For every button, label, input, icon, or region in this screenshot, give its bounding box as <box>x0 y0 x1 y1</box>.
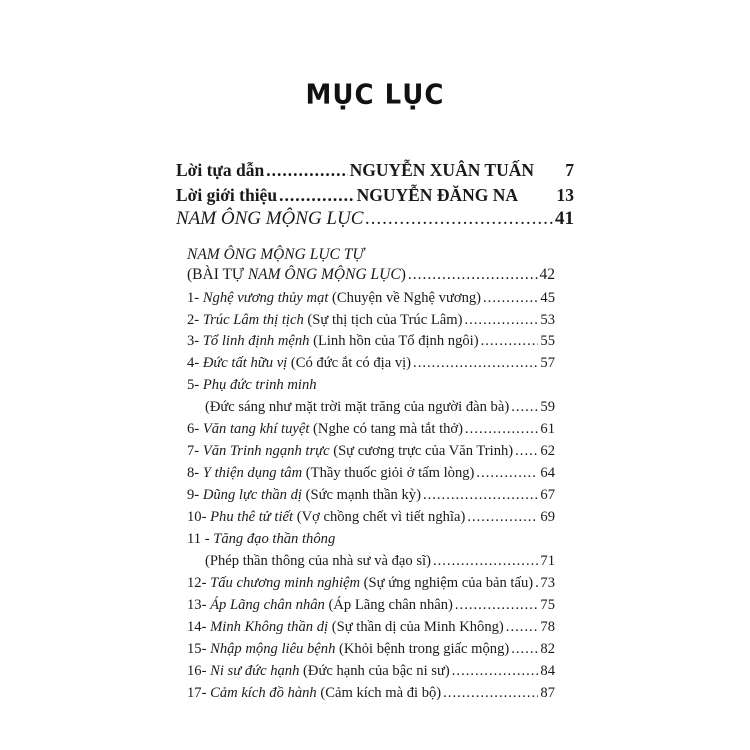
page-number: 59 <box>540 399 555 415</box>
entry-desc: (Cảm kích mà đi bộ) <box>316 685 442 701</box>
entry-number: 17- <box>187 685 211 701</box>
toc-entry <box>187 290 555 307</box>
entry-number: 7- <box>187 443 203 459</box>
dot-leader <box>515 443 538 460</box>
dot-leader <box>465 421 538 438</box>
entry-number: 4- <box>187 355 203 371</box>
entry-desc: (Phép thần thông của nhà sư và đạo sĩ) <box>205 553 431 569</box>
toc-entry <box>187 509 555 526</box>
entry-number: 3- <box>187 333 203 349</box>
page-number: 69 <box>540 509 555 525</box>
entry-title: Trúc Lâm thị tịch <box>202 312 304 328</box>
toc-entry <box>187 641 555 658</box>
entry-author: NGUYỄN ĐĂNG NA <box>356 185 518 205</box>
toc-entry-title-line <box>187 531 555 548</box>
page-number: 42 <box>539 266 555 283</box>
toc-entry <box>205 553 555 570</box>
dot-leader <box>279 185 355 206</box>
page-number: 13 <box>556 185 574 205</box>
toc-entry <box>187 312 555 329</box>
entry-desc: (Đức sáng như mặt trời mặt trăng của người đàn bà) <box>205 399 510 415</box>
page-title: MỤC LỤC <box>305 79 445 111</box>
entry-number: 9- <box>187 487 203 503</box>
entry-desc: (Nghe có tang mà tắt thở) <box>309 421 464 437</box>
entry-desc: (Sự thị tịch của Trúc Lâm) <box>303 312 463 328</box>
toc-entry-introduction <box>176 185 574 206</box>
page-number: 67 <box>540 487 555 503</box>
page-number: 7 <box>565 160 574 180</box>
page-number: 57 <box>540 355 555 371</box>
entry-number: 2- <box>187 312 203 328</box>
entry-desc: (Chuyện về Nghệ vương) <box>328 290 482 306</box>
section-label: NAM ÔNG MỘNG LỤC <box>176 208 364 229</box>
dot-leader <box>408 266 538 284</box>
toc-entry <box>187 597 555 614</box>
dot-leader <box>467 509 538 526</box>
entry-desc: (Thầy thuốc giỏi ở tấm lòng) <box>302 465 475 481</box>
entry-title: Áp Lãng chân nhân <box>210 597 325 613</box>
entry-desc: (Sức mạnh thần kỳ) <box>301 487 421 503</box>
page-number: 87 <box>540 685 555 701</box>
entry-author: NGUYỄN XUÂN TUẤN <box>349 160 534 180</box>
dot-leader <box>266 160 347 181</box>
toc-preface-title <box>187 246 555 264</box>
entry-title: Tấu chương minh nghiệm <box>210 575 361 591</box>
entry-desc: (Linh hồn của Tổ định ngôi) <box>309 333 479 349</box>
dot-leader <box>511 641 538 658</box>
entry-label: Lời tựa dẫn <box>176 160 265 180</box>
toc-entry <box>187 619 555 636</box>
entry-number: 1- <box>187 290 203 306</box>
dot-leader <box>481 333 539 350</box>
entry-number: 12- <box>187 575 211 591</box>
text-italic: NAM ÔNG MỘNG LỤC <box>247 266 401 283</box>
entry-desc: (Sự thần dị của Minh Không) <box>328 619 504 635</box>
entry-desc: (Vợ chồng chết vì tiết nghĩa) <box>293 509 466 525</box>
page-number: 78 <box>540 619 555 635</box>
page-number: 84 <box>540 663 555 679</box>
entry-title: Y thiện dụng tâm <box>202 465 303 481</box>
dot-leader <box>455 597 539 614</box>
text: (BÀI TỰ <box>187 266 248 283</box>
dot-leader <box>506 619 539 636</box>
dot-leader <box>483 290 538 307</box>
entry-title: Nghệ vương thủy mạt <box>202 290 329 306</box>
page-number: 45 <box>540 290 555 306</box>
entry-desc: (Đức hạnh của bậc ni sư) <box>299 663 450 679</box>
entry-number: 5- <box>187 377 203 393</box>
entry-label: Lời giới thiệu <box>176 185 278 205</box>
toc-entry <box>187 575 555 592</box>
entry-number: 8- <box>187 465 203 481</box>
entry-number: 10- <box>187 509 211 525</box>
preface-subtitle <box>187 266 406 284</box>
dot-leader <box>413 355 538 372</box>
entry-title: Minh Không thần dị <box>210 619 329 635</box>
toc-entry <box>187 333 555 350</box>
entry-title: Ni sư đức hạnh <box>210 663 300 679</box>
dot-leader <box>511 399 538 416</box>
entry-title: Đức tất hữu vị <box>202 355 288 371</box>
toc-entry <box>187 487 555 504</box>
page-number: 61 <box>540 421 555 437</box>
toc-entry <box>187 421 555 438</box>
entry-title: Văn tang khí tuyệt <box>202 421 310 437</box>
entry-number: 16- <box>187 663 211 679</box>
entry-title: Phu thê tử tiết <box>210 509 294 525</box>
page-number: 71 <box>540 553 555 569</box>
dot-leader <box>452 663 539 680</box>
text: ) <box>400 266 406 283</box>
page-number: 82 <box>540 641 555 657</box>
toc-entry <box>187 355 555 372</box>
page-number: 73 <box>540 575 555 591</box>
dot-leader <box>423 487 538 504</box>
dot-leader <box>464 312 538 329</box>
entry-title: Tổ linh định mệnh <box>202 333 310 349</box>
entry-desc: (Có đức ắt có địa vị) <box>287 355 412 371</box>
entry-title: Nhập mộng liêu bệnh <box>210 641 336 657</box>
entry-desc: (Áp Lãng chân nhân) <box>324 597 453 613</box>
entry-title: Cảm kích đồ hành <box>210 685 317 701</box>
entry-number: 13- <box>187 597 211 613</box>
entry-number: 14- <box>187 619 211 635</box>
page-number: 75 <box>540 597 555 613</box>
toc-entry <box>187 663 555 680</box>
entry-number: 15- <box>187 641 211 657</box>
entry-title: Tăng đạo thần thông <box>213 531 336 547</box>
entry-number: 11 - <box>187 531 214 547</box>
entry-desc: (Sự cương trực của Văn Trinh) <box>329 443 514 459</box>
dot-leader <box>476 465 538 482</box>
toc-entry <box>187 685 555 702</box>
entry-title: Dũng lực thần dị <box>202 487 302 503</box>
toc-entry-foreword <box>176 160 574 181</box>
entry-title: Văn Trinh ngạnh trực <box>202 443 330 459</box>
page-number: 55 <box>540 333 555 349</box>
toc-main-section <box>176 208 574 230</box>
page-number: 62 <box>540 443 555 459</box>
dot-leader <box>443 685 538 702</box>
entry-desc: (Sự ứng nghiệm của bản tấu) <box>360 575 534 591</box>
page-number: 53 <box>540 312 555 328</box>
toc-entry <box>187 465 555 482</box>
page-number: 64 <box>540 465 555 481</box>
preface-title: NAM ÔNG MỘNG LỤC TỰ <box>187 246 365 263</box>
dot-leader <box>365 208 553 230</box>
toc-entry-title-line <box>187 377 555 394</box>
entry-title: Phụ đức trinh minh <box>202 377 317 393</box>
entry-desc: (Khỏi bệnh trong giấc mộng) <box>335 641 510 657</box>
dot-leader <box>433 553 538 570</box>
toc-entry <box>187 443 555 460</box>
dot-leader <box>535 575 538 592</box>
entry-number: 6- <box>187 421 203 437</box>
page-number: 41 <box>555 208 574 229</box>
toc-entry <box>205 399 555 416</box>
toc-preface <box>187 266 555 284</box>
